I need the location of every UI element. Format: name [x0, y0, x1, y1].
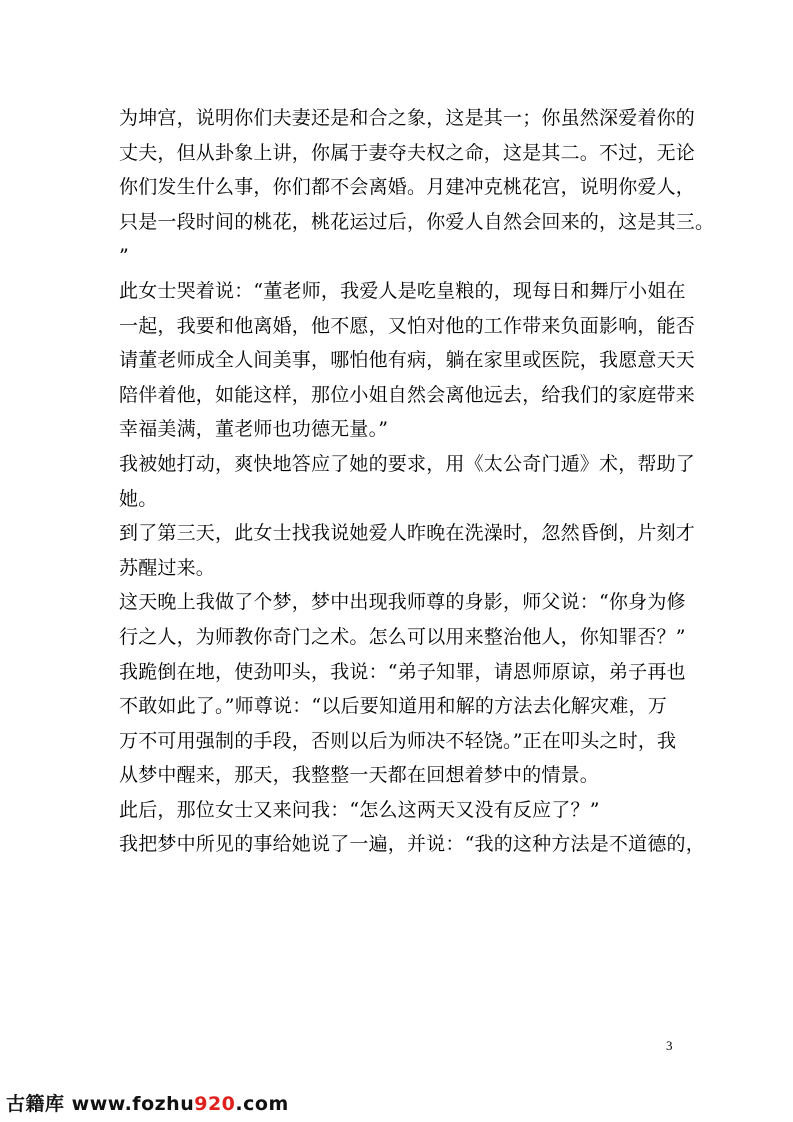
text-line: 苏醒过来。 — [119, 556, 216, 579]
text-line: 行之人，为师教你奇门之术。怎么可以用来整治他人，你知罪否？” — [119, 625, 686, 648]
text-line: 幸福美满，董老师也功德无量。” — [119, 418, 389, 441]
watermark-url-suffix: .com — [235, 1093, 289, 1115]
text-line: 只是一段时间的桃花，桃花运过后，你爱人自然会回来的，这是其三。 — [119, 210, 715, 233]
footer-watermark — [6, 1089, 289, 1116]
page-number: 3 — [666, 1038, 673, 1053]
text-line: 她。 — [119, 487, 158, 510]
text-line: 不敢如此了。”师尊说：“以后要知道用和解的方法去化解灾难，万 — [119, 695, 667, 718]
watermark-site-name: 古籍库 — [6, 1093, 65, 1115]
text-line: 丈夫，但从卦象上讲，你属于妻夺夫权之命，这是其二。不过，无论 — [119, 141, 696, 164]
text-line: 我把梦中所见的事给她说了一遍，并说：“我的这种方法是不道德的， — [119, 833, 705, 856]
text-line: 此后，那位女士又来问我：“怎么这两天又没有反应了？” — [119, 798, 600, 821]
text-line: 此女士哭着说：“董老师，我爱人是吃皇粮的，现每日和舞厅小姐在 — [119, 279, 686, 302]
text-line: 万不可用强制的手段，否则以后为师决不轻饶。”正在叩头之时，我 — [119, 729, 677, 752]
text-line: 我跪倒在地，使劲叩头，我说：“弟子知罪，请恩师原谅，弟子再也 — [119, 660, 686, 683]
text-line: 这天晚上我做了个梦，梦中出现我师尊的身影，师父说：“你身为修 — [119, 591, 686, 614]
text-line: 从梦中醒来，那天，我整整一天都在回想着梦中的情景。 — [119, 764, 600, 787]
text-line: 陪伴着他，如能这样，那位小姐自然会离他远去，给我们的家庭带来 — [119, 383, 696, 406]
text-line: 为坤宫，说明你们夫妻还是和合之象，这是其一；你虽然深爱着你的 — [119, 107, 696, 129]
text-line: ” — [119, 245, 129, 268]
watermark-url-prefix: www.fozhu — [71, 1093, 195, 1115]
text-line: 你们发生什么事，你们都不会离婚。月建冲克桃花宫，说明你爱人， — [119, 176, 696, 199]
document-body — [119, 101, 715, 862]
text-line: 到了第三天，此女士找我说她爱人昨晚在洗澡时，忽然昏倒，片刻才 — [119, 522, 696, 545]
text-line: 我被她打动，爽快地答应了她的要求，用《太公奇门遁》术，帮助了 — [119, 452, 696, 475]
watermark-url-number: 920 — [194, 1093, 236, 1115]
text-line: 请董老师成全人间美事，哪怕他有病，躺在家里或医院，我愿意天天 — [119, 349, 696, 372]
text-line: 一起，我要和他离婚，他不愿，又怕对他的工作带来负面影响，能否 — [119, 314, 696, 337]
